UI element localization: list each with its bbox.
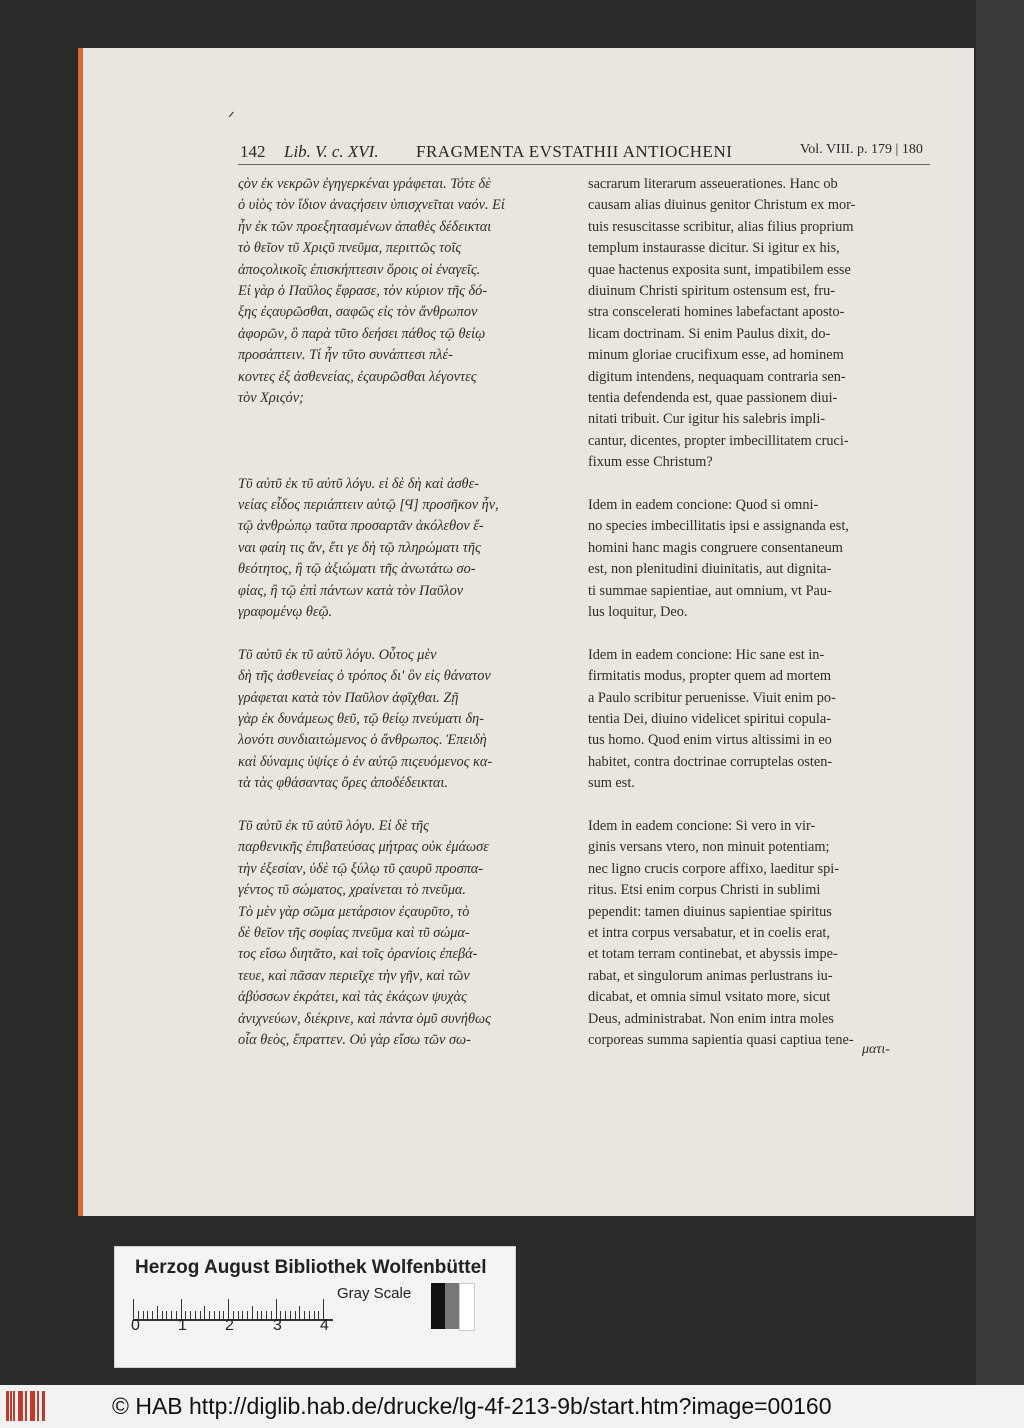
latin-text-line: Idem in eadem concione: Si vero in vir-	[588, 818, 816, 834]
latin-text-line: stra conscelerati homines labefactant aposto-	[588, 304, 845, 321]
latin-text-line: tentia defendenda est, quae passionem diui-	[588, 390, 838, 406]
greek-text-line: γραφομένῳ θεῷ.	[238, 604, 333, 620]
ruler-tick	[323, 1299, 324, 1319]
latin-text-line: minum gloriae crucifixum esse, ad hominem	[588, 347, 844, 364]
catchword: ματι-	[862, 1042, 890, 1057]
latin-text-line: firmitatis modus, propter quem ad mortem	[588, 668, 831, 685]
logo-bar	[21, 1391, 23, 1421]
greek-text-line: ἀνιχνεύων, διέκρινε, καὶ πάντα ὁμῦ συνήθως	[238, 1010, 491, 1027]
ruler-tick	[162, 1311, 163, 1319]
ruler-tick	[252, 1306, 253, 1319]
ruler-tick	[299, 1306, 300, 1319]
greek-text-line: παρθενικῆς ἐπιβατεύσας μήτρας οὐκ ἐμάωσε	[238, 839, 489, 856]
latin-text-line: corporeas summa sapientia quasi captiua tene-	[588, 1032, 854, 1048]
ruler-tick	[266, 1311, 267, 1319]
latin-text-line: et totam terram continebat, et abyssis impe-	[588, 946, 838, 963]
greek-text-line: ςὸν ἐκ νεκρῶν ἐγηγερκέναι γράφεται. Τότε δὲ	[238, 176, 491, 192]
ruler-tick	[238, 1311, 239, 1319]
latin-text-line: ritus. Etsi enim corpus Christi in sublimi	[588, 882, 821, 899]
latin-text-line: nec ligno crucis corpore affixo, laeditur spi-	[588, 860, 840, 877]
gray-swatch-white	[459, 1283, 475, 1331]
latin-text-line: homini hanc magis congruere consentaneum	[588, 539, 843, 556]
library-label	[114, 1246, 516, 1368]
ruler-number-3: 3	[273, 1317, 282, 1334]
ruler-tick	[200, 1311, 201, 1319]
greek-text-line: οἷα θεὸς, ἔπραττεν. Οὐ γὰρ εἴσω τῶν σω-	[238, 1032, 471, 1048]
greek-text-line: φίας, ἢ τῷ ἐπὶ πάντων κατὰ τὸν Παῦλον	[238, 582, 464, 599]
ruler-tick	[257, 1311, 258, 1319]
pen-mark: ᐟ	[228, 108, 235, 127]
greek-text-line: γέντος τῦ σώματος, χραίνεται τὸ πνεῦμα.	[238, 882, 467, 899]
latin-text-line: no species imbecillitatis ipsi e assignanda est,	[588, 518, 849, 535]
latin-text-line: lus loquitur, Deo.	[588, 604, 688, 620]
latin-text-line: et intra corpus versabatur, et in coelis erat,	[588, 925, 830, 941]
ruler-tick	[276, 1299, 277, 1319]
ruler-tick	[133, 1299, 134, 1319]
ruler-number-2: 2	[225, 1317, 234, 1334]
footer-bar	[0, 1385, 1024, 1428]
ruler-tick	[219, 1311, 220, 1319]
logo-bar	[10, 1391, 12, 1421]
header-rule	[238, 164, 930, 165]
gray-swatch-black	[431, 1283, 445, 1329]
ruler-tick	[285, 1311, 286, 1319]
greek-text-line: τὴν ἐξεσίαν, ὐδὲ τῷ ξύλῳ τῦ ςαυρῦ προσπα-	[238, 860, 484, 877]
book-reference: Lib. V. c. XVI.	[284, 142, 379, 161]
greek-text-line: ναι φαίη τις ἄν, ἔτι γε δὴ τῷ πληρώματι τῆς	[238, 539, 481, 556]
latin-text-line: pependit: tamen diuinus sapientiae spiritus	[588, 903, 832, 920]
greek-text-line: Τὸ μὲν γὰρ σῶμα μετάρσιον ἐςαυρῦτο, τὸ	[238, 903, 470, 920]
ruler-tick	[152, 1311, 153, 1319]
logo-bar	[6, 1391, 9, 1421]
greek-text-line: Τῦ αὐτῦ ἐκ τῦ αὐτῦ λόγυ. Οὗτος μὲν	[238, 646, 437, 663]
latin-text-line: dicabat, et omnia simul vsitato more, sicut	[588, 989, 831, 1006]
latin-text-line: a Paulo scribitur peruenisse. Viuit enim po-	[588, 689, 836, 706]
greek-text-line: Τῦ αὐτῦ ἐκ τῦ αὐτῦ λόγυ. Εἰ δὲ τῆς	[238, 818, 429, 834]
latin-text-line: tus homo. Quod enim virtus altissimi in eo	[588, 732, 832, 749]
greek-text-line: καὶ δύναμις ὑψίςε ὁ ἐν αὐτῷ πιςευόμενος κα-	[238, 753, 493, 770]
greek-text-line: ἦν ἐκ τῶν προεξητασμένων ἀπαθὲς δέδεικται	[238, 218, 492, 235]
logo-bar	[25, 1391, 27, 1421]
greek-text-line: ξης ἐςαυρῶσθαι, σαφῶς εἰς τὸν ἄνθρωπον	[238, 304, 478, 321]
greek-text-line: θεότητος, ἢ τῷ ἀξιώματι τῆς ἀνωτάτω σο-	[238, 561, 476, 578]
greek-text-line: νείας εἶδος περιάπτειν αὐτῷ [Ϥ] προσῆκον ἦν,	[238, 497, 499, 513]
ruler-tick	[261, 1311, 262, 1319]
latin-text-line: ginis versans vtero, non minuit potentiam;	[588, 839, 830, 856]
latin-text-line: sacrarum literarum asseuerationes. Hanc ob	[588, 176, 838, 192]
ruler-tick	[314, 1311, 315, 1319]
ruler-number-1: 1	[178, 1317, 187, 1334]
ruler-tick	[195, 1311, 196, 1319]
ruler-tick	[190, 1311, 191, 1319]
latin-text-line: templum instaurasse dicitur. Si igitur ex his,	[588, 240, 840, 257]
logo-bar	[37, 1391, 39, 1421]
page-header	[240, 138, 930, 166]
ruler-number-0: 0	[131, 1317, 140, 1334]
latin-text-line: licam doctrinam. Si enim Paulus dixit, do-	[588, 325, 831, 342]
ruler-tick	[147, 1311, 148, 1319]
greek-text-line: λονότι συνδιαιτώμενος ὁ ἄνθρωπος. Ἐπειδὴ	[238, 732, 487, 749]
latin-text-line: nitati tribuit. Cur igitur his salebris impli-	[588, 411, 826, 428]
greek-text-line: τὰ τὰς φθάσαντας ὅρες ἀποδέδεικται.	[238, 775, 448, 792]
hab-logo-icon	[6, 1391, 48, 1421]
latin-text-line: Deus, administrabat. Non enim intra moles	[588, 1010, 834, 1027]
ruler-tick	[271, 1311, 272, 1319]
ruler-tick	[166, 1311, 167, 1319]
greek-text-line: τὸ θεῖον τῦ Χριςῦ πνεῦμα, περιττῶς τοῖς	[238, 240, 462, 257]
greek-text-line: τὸν Χριςόν;	[238, 390, 304, 406]
logo-bar	[42, 1391, 45, 1421]
ruler-tick	[209, 1311, 210, 1319]
ruler-tick	[176, 1311, 177, 1319]
ruler-tick	[228, 1299, 229, 1319]
latin-text-line: cantur, dicentes, propter imbecillitatem cruci-	[588, 432, 849, 449]
gray-swatch-mid	[445, 1283, 459, 1329]
greek-text-line: γράφεται κατὰ τὸν Παῦλον ἀφῖχθαι. Ζῇ	[238, 689, 459, 706]
logo-bar	[13, 1391, 15, 1421]
greek-text-line: Τῦ αὐτῦ ἐκ τῦ αὐτῦ λόγυ. εἰ δὲ δὴ καὶ ἀσθε-	[238, 475, 479, 492]
greek-text-line: προσάπτειν. Τί ἦν τῦτο συνάπτεσι πλέ-	[238, 347, 453, 364]
greek-text-line: τῷ ἀνθρώπῳ ταῦτα προσαρτᾶν ἀκόλεθον ἔ-	[238, 518, 484, 535]
latin-text-line: ti summae sapientiae, aut omnium, vt Pau-	[588, 582, 832, 599]
ruler-number-4: 4	[320, 1317, 329, 1334]
greek-text-line: ἀβύσσων ἐκράτει, καὶ τὰς ἑκάςων ψυχὰς	[238, 989, 467, 1006]
greek-text-line: τευε, καὶ πᾶσαν περιεῖχε τὴν γῆν, καὶ τῶν	[238, 967, 470, 984]
ruler-tick	[247, 1311, 248, 1319]
latin-text-line: tentia Dei, diuino videlicet spiritui copula-	[588, 711, 831, 727]
footer-copyright: © HAB http://diglib.hab.de/drucke/lg-4f-213-9b/start.htm?image=00160	[112, 1393, 832, 1419]
dark-background	[976, 0, 1024, 1385]
ruler-tick	[181, 1299, 182, 1319]
ruler	[133, 1285, 333, 1321]
latin-column	[588, 176, 933, 1046]
greek-text-line: ἀποςολικοῖς ἐπισκήπτεσιν ὅροις οἱ ἐναγεῖς.	[238, 261, 481, 278]
greek-text-line: Εἰ γὰρ ὁ Παῦλος ἔφρασε, τὸν κύριον τῆς δό-	[238, 283, 488, 299]
ruler-tick	[309, 1311, 310, 1319]
greek-text-line: δὲ θεῖον τῆς σοφίας πνεῦμα καὶ τῦ σώμα-	[238, 925, 470, 941]
running-title: FRAGMENTA EVSTATHII ANTIOCHENI	[416, 142, 733, 161]
ruler-tick	[171, 1311, 172, 1319]
latin-text-line: rabat, et singulorum animas perlustrans iu-	[588, 967, 833, 984]
ruler-tick	[157, 1306, 158, 1319]
greek-text-line: τος εἴσω διητᾶτο, καὶ τοῖς ὀρανίοις ἐπεβά-	[238, 946, 478, 963]
latin-text-line: Idem in eadem concione: Quod si omni-	[588, 497, 819, 513]
ruler-tick	[295, 1311, 296, 1319]
library-name: Herzog August Bibliothek Wolfenbüttel	[135, 1257, 487, 1278]
latin-text-line: diuinum Christi spiritum ostensum est, fru-	[588, 283, 836, 299]
latin-text-line: tuis resuscitasse scribitur, alias filius proprium	[588, 218, 854, 235]
volume-reference: Vol. VIII. p. 179 | 180	[800, 142, 923, 157]
latin-text-line: fixum esse Christum?	[588, 454, 713, 471]
greek-text-line: γὰρ ἐκ δυνάμεως θεῦ, τῷ θείῳ πνεύματι δη-	[238, 711, 484, 727]
page-number: 142	[240, 142, 266, 161]
ruler-tick	[242, 1311, 243, 1319]
greek-text-line: κοντες ἐξ ἀσθενείας, ἐςαυρῶσθαι λέγοντες	[238, 368, 477, 385]
latin-text-line: causam alias diuinus genitor Christum ex mor-	[588, 197, 856, 214]
ruler-tick	[204, 1306, 205, 1319]
latin-text-line: digitum intendens, nequaquam contraria sen-	[588, 368, 846, 385]
latin-text-line: est, non plenitudini diuinitatis, aut dignita-	[588, 561, 832, 578]
greek-column	[238, 176, 578, 1046]
greek-text-line: ἀφορῶν, ὃ παρὰ τῦτο δεήσει πάθος τῷ θείῳ	[238, 325, 486, 342]
logo-bar	[33, 1391, 35, 1421]
greek-text-line: δὴ τῆς ἀσθενείας ὁ τρόπος δι' ὃν εἰς θάνατον	[238, 668, 491, 685]
latin-text-line: quae hactenus exposita sunt, impatibilem esse	[588, 261, 851, 278]
greek-text-line: ὁ υἱὸς τὸν ἴδιον ἀναςήσειν ὑπισχνεῖται ναόν. Εἰ	[238, 197, 505, 214]
latin-text-line: Idem in eadem concione: Hic sane est in-	[588, 646, 825, 663]
ruler-tick	[214, 1311, 215, 1319]
gray-scale-label: Gray Scale	[337, 1285, 412, 1302]
ruler-tick	[304, 1311, 305, 1319]
latin-text-line: sum est.	[588, 775, 635, 792]
ruler-tick	[290, 1311, 291, 1319]
ruler-tick	[143, 1311, 144, 1319]
latin-text-line: habitet, contra doctrinae corruptelas osten-	[588, 753, 833, 770]
